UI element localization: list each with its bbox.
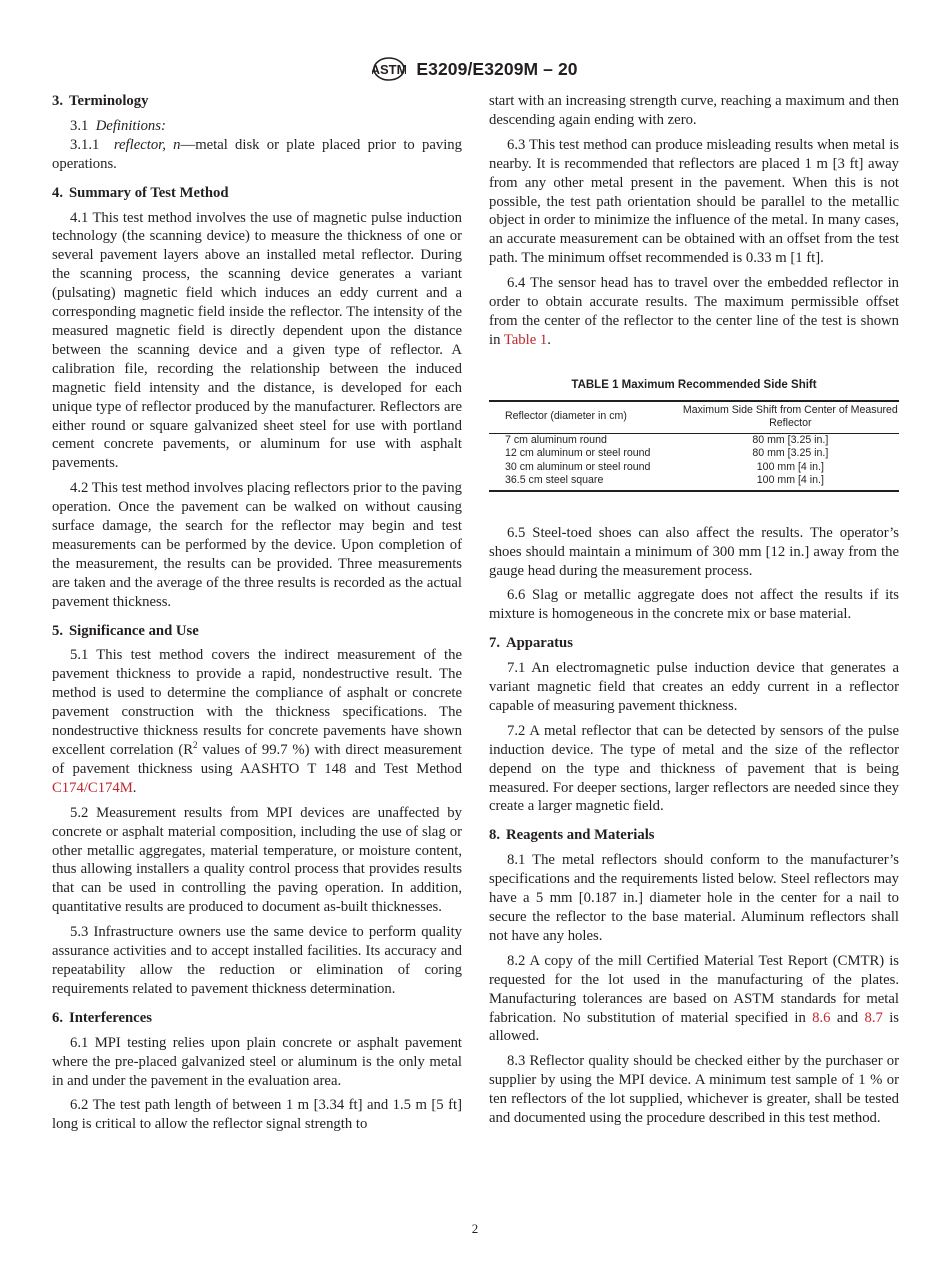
table-1: [489, 376, 899, 492]
left-column: [52, 92, 462, 1140]
paragraph-8-3: 8.3 Reflector quality should be checked either by the purchaser or supplier by using the MPI device. A minimum test sample of 1 % or ten reflectors of the lot supplied, whichever is greater, shall be tested and documented using the procedure described in this test method.: [489, 1053, 899, 1127]
table-row: 30 cm aluminum or steel round 100 mm [4 in.]: [505, 460, 824, 473]
table-header-side-shift: Maximum Side Shift from Center of Measured Reflector: [682, 401, 899, 434]
table-title: TABLE 1 Maximum Recommended Side Shift: [571, 378, 817, 391]
paragraph-6-2-start: 6.2 The test path length of between 1 m [3.34 ft] and 1.5 m [5 ft] long is critical to allow the reflector signal strength to: [52, 1097, 462, 1133]
paragraph-6-3: 6.3 This test method can produce misleading results when metal is nearby. It is recommended that reflectors are placed 1 m [3 ft] away from any other metal present in the pavement. When this is not possible, the test path orientation should be parallel to the metallic object in order to minimize the influence of the metal. In many cases, an accurate measurement can be obtained with an offset from the test path. The minimum offset recommended is 0.33 m [1 ft].: [489, 136, 899, 267]
page-header: [0, 56, 950, 82]
paragraph-8-1: 8.1 The metal reflectors should conform to the manufacturer’s specifications and the requirements listed below. Steel reflectors may have a 5 mm [0.187 in.] diameter hole in the center for a nail to secure the reflector to the base material. Aluminum reflectors shall not have any holes.: [489, 852, 899, 944]
link-table-1[interactable]: Table 1: [503, 331, 548, 348]
paragraph-5-2: 5.2 Measurement results from MPI devices are unaffected by concrete or asphalt material composition, including the use of slag or other metallic aggregates, material temperature, or moisture content, thus allowing installers a quality control process that provides results that can be used in controlling the paving operation. In addition, quantitative results are produced to document as-built thicknesses.: [52, 804, 462, 916]
paragraph-4-1: 4.1 This test method involves the use of magnetic pulse induction technology (the scanning device) to measure the thickness of one or several pavement layers above an installed metal reflector. During the scanning process, the scanning device generates a variant (pulsating) magnetic field which induces an eddy current and a corresponding magnetic field inside the reflector. The intensity of the measured magnetic field is directly dependent upon the distance between the scanning device and a given type of reflector. A calibration file, recording the relationship between the induced magnetic field intensity and the distance, is developed for each unique type of reflector produced by the manufacturer. Reflectors are either round or square galvanized sheet steel for use with portland cement concrete pavements, or aluminum for use with asphalt pavements.: [52, 209, 462, 472]
link-8-6[interactable]: 8.6: [812, 1009, 831, 1026]
section-heading-apparatus: 7. Apparatus: [489, 635, 573, 652]
section-heading-significance: 5. Significance and Use: [52, 622, 199, 639]
paragraph-5-1: 5.1 This test method covers the indirect measurement of the pavement thickness to provide a rapid, nondestructive result. The method is used to determine the compliance of asphalt or concrete pavement construction with the thickness specifications. The nondestructive thickness results for concrete pavements have shown excellent correlation ($R^2$ values of 99.7 %) with direct measurement of pavement thickness using AASHTO T 148 and Test Method C174/C174M.: [52, 647, 462, 796]
link-c174[interactable]: C174/C174M: [52, 779, 133, 796]
table-row: 12 cm aluminum or steel round 80 mm [3.25 in.]: [505, 447, 829, 460]
table-row: 36.5 cm steel square 100 mm [4 in.]: [489, 474, 899, 491]
table-row: 7 cm aluminum round 80 mm [3.25 in.]: [505, 433, 829, 446]
paragraph-3-1-1: 3.1.1 reflector, n—metal disk or plate placed prior to paving operations.: [52, 136, 462, 172]
section-heading-interferences: 6. Interferences: [52, 1009, 152, 1026]
standard-designation: E3209/E3209M – 20: [416, 58, 578, 79]
svg-text:ASTM: ASTM: [372, 62, 407, 77]
paragraph-7-2: 7.2 A metal reflector that can be detected by sensors of the pulse induction device. The type of metal and the size of the reflector depend on the type and thickness of pavement that is being measured. For deeper sections, larger reflectors are needed since they create a larger magnetic field.: [489, 722, 899, 815]
paragraph-8-2: 8.2 A copy of the mill Certified Material Test Report (CMTR) is requested for the lot used in the manufacturing of the plates. Manufacturing tolerances are based on ASTM standards for metal fabrication. No substitution of material specified in 8.6 and 8.7 is allowed.: [489, 952, 899, 1045]
paragraph-6-4: 6.4 The sensor head has to travel over the embedded reflector in order to obtain accurate results. The maximum permissible offset from the center of the reflector to the center line of the test is shown in Table 1.: [489, 275, 899, 348]
paragraph-6-1: 6.1 MPI testing relies upon plain concrete or asphalt pavement where the pre-placed galvanized steel or aluminum is the only metal in and under the pavement in the evaluation area.: [52, 1034, 462, 1089]
paragraph-6-2-end: start with an increasing strength curve, reaching a maximum and then descending again ending with zero.: [489, 93, 899, 128]
paragraph-5-3: 5.3 Infrastructure owners use the same device to perform quality assurance activities and to accept installed facilities. Its accuracy and repeatability allow the reduction or elimination of coring requirements related to pavement thickness determination.: [52, 924, 462, 997]
astm-logo-icon: [372, 56, 406, 82]
link-8-7[interactable]: 8.7: [864, 1009, 883, 1026]
page-number: 2: [471, 1221, 479, 1236]
paragraph-3-1: 3.1 Definitions:: [70, 117, 166, 134]
side-shift-table: [489, 400, 899, 492]
section-heading-summary: 4. Summary of Test Method: [52, 184, 229, 201]
paragraph-7-1: 7.1 An electromagnetic pulse induction device that generates a variant magnetic field that creates an eddy current in a reflector capable of measuring pavement thickness.: [489, 660, 899, 714]
table-header-reflector: Reflector (diameter in cm): [489, 401, 682, 434]
section-heading-terminology: 3. Terminology: [52, 93, 149, 109]
paragraph-6-6: 6.6 Slag or metallic aggregate does not affect the results if its mixture is homogeneous in the concrete mix or base material.: [489, 587, 899, 623]
paragraph-6-5: 6.5 Steel-toed shoes can also affect the results. The operator’s shoes should maintain a minimum of 300 mm [12 in.] away from the gauge head during the measurement process.: [489, 524, 899, 579]
right-column: [489, 92, 899, 1134]
section-heading-reagents: 8. Reagents and Materials: [489, 827, 655, 844]
paragraph-4-2: 4.2 This test method involves placing reflectors prior to the paving operation. Once the pavement can be walked on without causing surface damage, the search for the reflector may begin and test measurements can be performed by the device. Upon completion of the measurement, the results can be provided. Three measurements are taken and the average of the three results is recorded as the actual pavement thickness.: [52, 480, 462, 610]
